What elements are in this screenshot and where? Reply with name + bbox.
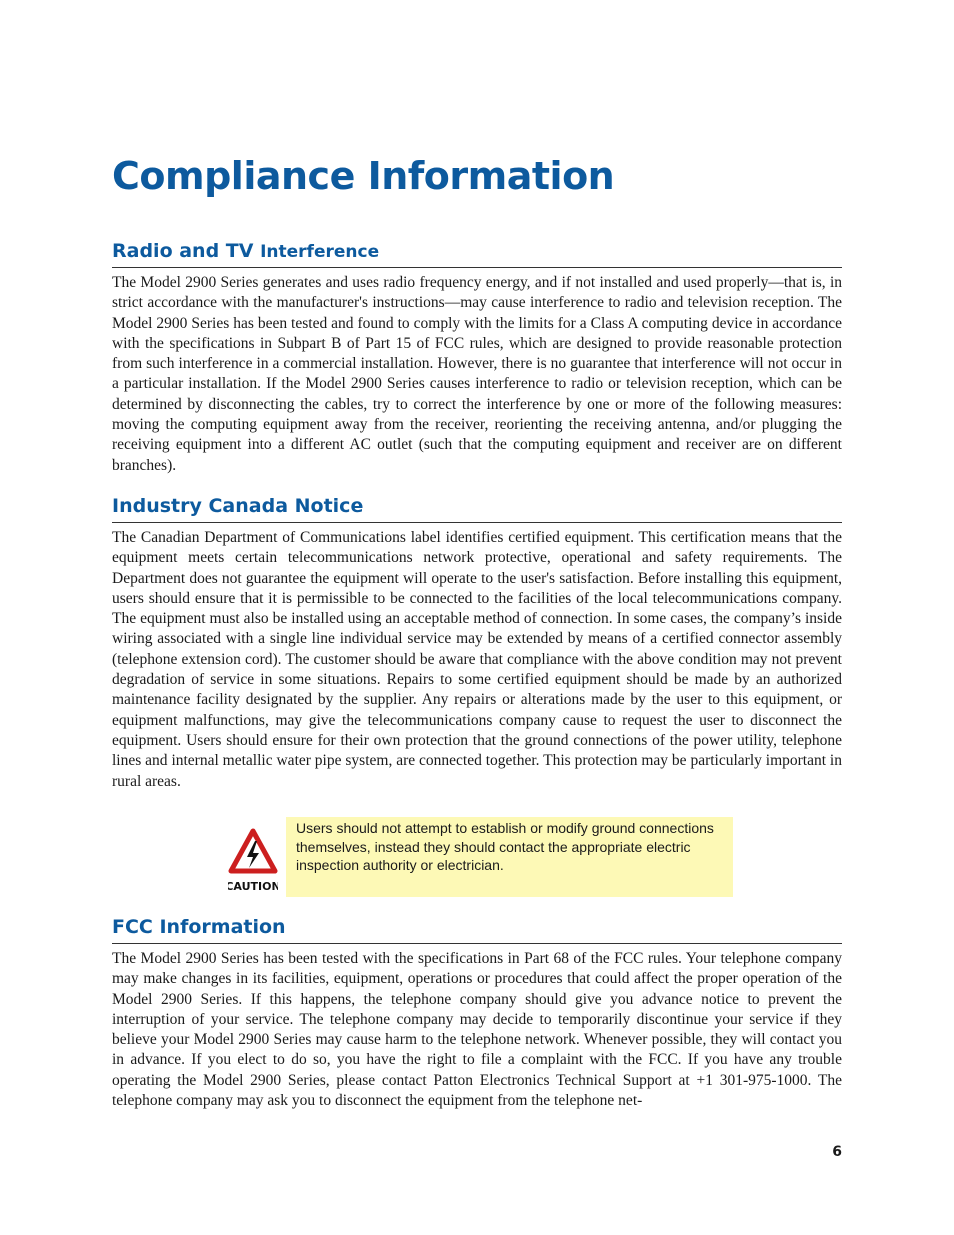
radio-heading-small: Interference: [260, 242, 380, 262]
page-number: 6: [832, 1144, 842, 1160]
industry-canada-heading: Industry Canada Notice: [112, 495, 842, 523]
radio-heading-main: Radio and TV: [112, 240, 254, 262]
caution-lightning-icon: [228, 828, 278, 894]
radio-tv-body: The Model 2900 Series generates and uses radio frequency energy, and if not installed and used properly—that is, in strict accordance with the manufacturer's instructions—may cause interference to radio and television reception. The Model 2900 Series has been tested and found to comply with the limits for a Class A computing device in accordance with the specifications in Subpart B of Part 15 of FCC rules, which are designed to provide reasonable protection from such interference in a commercial installation. However, there is no guarantee that interference will not occur in a particular installation. If the Model 2900 Series causes interference to radio or television reception, which can be determined by disconnecting the cables, try to correct the interference by one or more of the following measures: moving the computing equipment away from the receiver, reorienting the receiving antenna, and/or plugging the receiving equipment into a different AC outlet (such that the computing equipment and receiver are on different branches).: [112, 274, 842, 474]
fcc-body: The Model 2900 Series has been tested with the specifications in Part 68 of the FCC rules. Your telephone company may make changes in its facilities, equipment, operations or procedures that could affect the proper operation of the Model 2900 Series. If this happens, the telephone company should give you advance notice to prevent the interruption of your service. The telephone company may decide to temporarily discontinue your service if they believe your Model 2900 Series may cause harm to the telephone network. Whenever possible, they will contact you in advance. If you elect to do so, you have the right to file a complaint with the FCC. If you have any trouble operating the Model 2900 Series, please contact Patton Electronics Technical Support at +1 301-975-1000. The telephone company may ask you to disconnect the equipment from the telephone net-: [112, 950, 842, 1110]
caution-note: Users should not attempt to establish or modify ground connections themselves, instead they should contact the appropriate electric inspection authority or electrician.: [286, 817, 733, 897]
radio-tv-heading: [112, 240, 842, 268]
fcc-heading: FCC Information: [112, 916, 842, 944]
industry-canada-body: The Canadian Department of Communications label identifies certified equipment. This certification means that the equipment meets certain telecommunications network protective, operational and safety requirements. The Department does not guarantee the equipment will operate to the user's satisfaction. Before installing this equipment, users should ensure that it is permissible to be connected to the facilities of the local telecommunications company. The equipment must also be installed using an acceptable method of connection. In some cases, the company’s inside wiring associated with a single line individual service may be extended by means of a certified connector assembly (telephone extension cord). The customer should be aware that compliance with the above condition may not prevent degradation of service in some situations. Repairs to some certified equipment should be made by an authorized maintenance facility designated by the supplier. Any repairs or alterations made by the user to this equipment, or equipment malfunctions, may give the telecommunications company cause to request the user to disconnect the equipment. Users should ensure for their own protection that the ground connections of the power utility, telephone lines and internal metallic water pipe system, are connected together. This protection may be particularly important in rural areas.: [112, 529, 842, 790]
caution-label: CAUTION: [228, 880, 278, 893]
page-title: Compliance Information: [112, 154, 615, 198]
